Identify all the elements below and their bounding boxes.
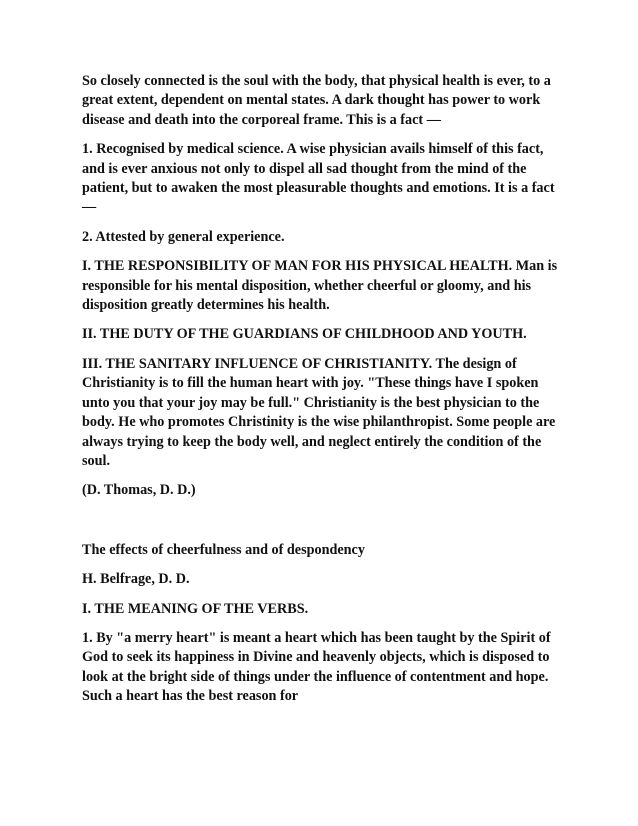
paragraph-section-ii: II. THE DUTY OF THE GUARDIANS OF CHILDHOOD AND YOUTH. xyxy=(82,326,527,343)
paragraph-point-2: 2. Attested by general experience. xyxy=(82,228,285,245)
paragraph-section-iii: III. THE SANITARY INFLUENCE OF CHRISTIANITY. The design of Christianity is to fill the human heart with joy. "These things have I spoken unto you that your joy may be full." Christianity is the best physician to the body. He who promotes Christinity is the wise philanthropist. Some people are always trying to keep the body well, and neglect entirely the condition of the soul. xyxy=(82,355,556,469)
section-title: The effects of cheerfulness and of despondency xyxy=(82,541,365,558)
paragraph-point-1: 1. Recognised by medical science. A wise physician avails himself of this fact, and is ever anxious not only to dispel all sad thought from the mind of the patient, but to awaken the most pleasurable thoughts and emotions. It is a fact — xyxy=(82,141,555,216)
section-author: H. Belfrage, D. D. xyxy=(82,571,190,588)
section-spacer xyxy=(82,511,562,541)
paragraph-section-i: I. THE RESPONSIBILITY OF MAN FOR HIS PHYSICAL HEALTH. Man is responsible for his mental disposition, whether cheerful or gloomy, and his disposition greatly determines his health. xyxy=(82,258,558,314)
section-heading-i: I. THE MEANING OF THE VERBS. xyxy=(82,600,309,617)
citation: (D. Thomas, D. D.) xyxy=(82,482,196,499)
paragraph-intro: So closely connected is the soul with the body, that physical health is ever, to a great extent, dependent on mental states. A dark thought has power to work disease and death into the corporeal frame. This is a fact — xyxy=(82,73,551,128)
paragraph-merry-heart: 1. By "a merry heart" is meant a heart which has been taught by the Spirit of God to seek its happiness in Divine and heavenly objects, which is disposed to look at the bright side of things under the influence of contentment and hope. Such a heart has the best reason for xyxy=(82,629,551,705)
document-page xyxy=(82,72,562,717)
